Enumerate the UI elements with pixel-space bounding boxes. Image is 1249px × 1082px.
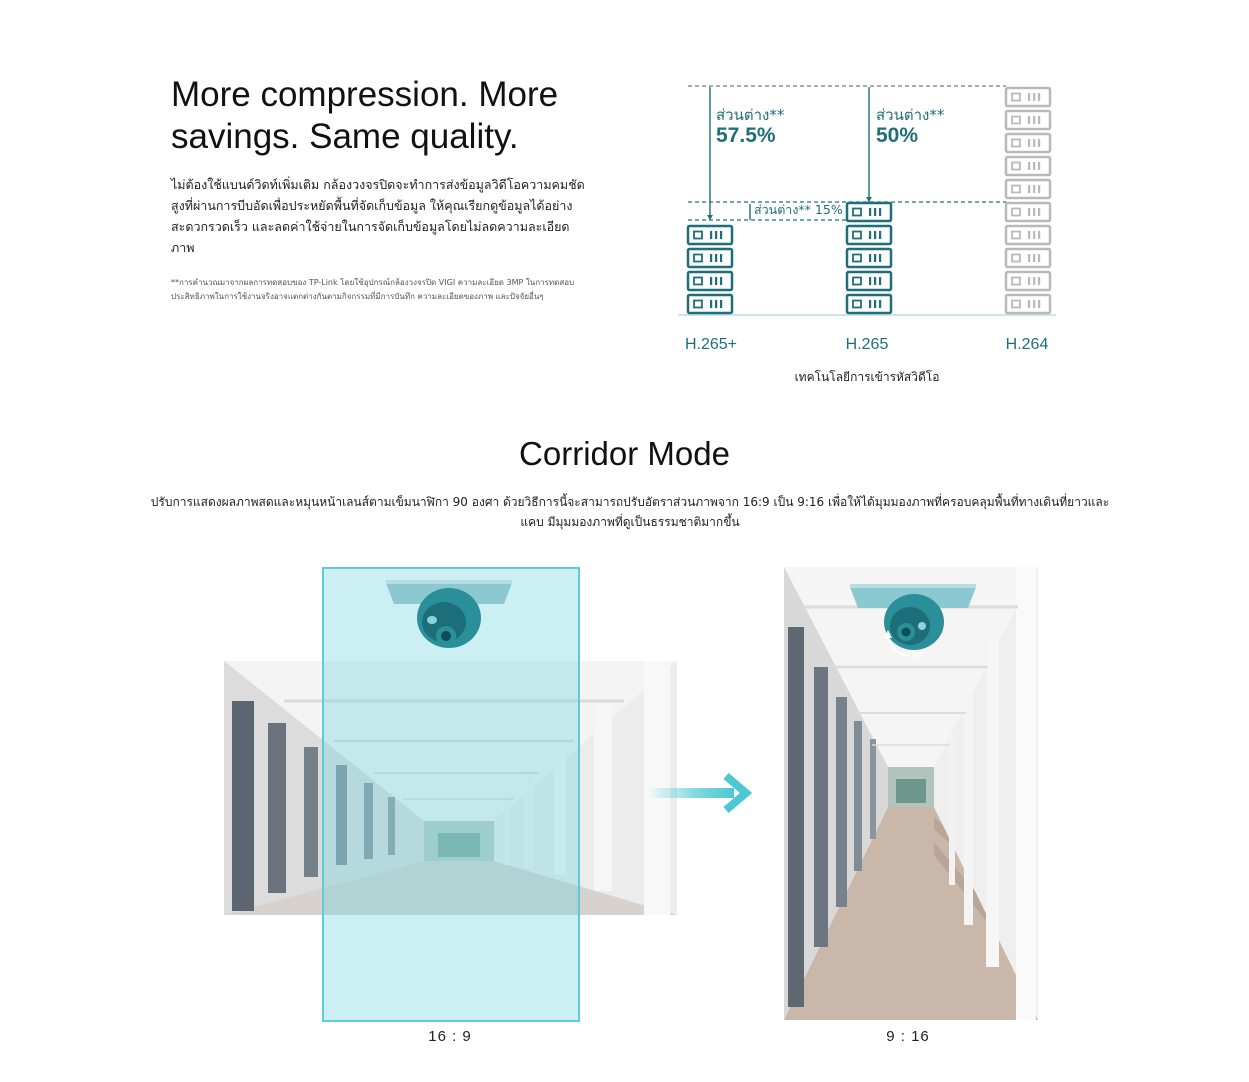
- aspect-ratio-16-9-label: 16 : 9: [428, 1028, 472, 1045]
- server-unit-h264-4: [1006, 226, 1050, 244]
- aspect-ratio-9-16-label: 9 : 16: [886, 1028, 930, 1045]
- server-unit-h264-1: [1006, 295, 1050, 313]
- server-unit-h264-6: [1006, 180, 1050, 198]
- compression-chart: [660, 70, 1080, 390]
- dome-camera-rotated-icon: [848, 582, 978, 672]
- corridor-mode-description: ปรับการแสดงผลภาพสดและหมุนหน้าเลนส์ตามเข็มนาฬิกา 90 องศา ด้วยวิธีการนี้จะสามารถปรับอัตราส่วนภาพจาก 16:9 เป็น 9:16 เพื่อให้ได้มุมมองภาพที่ครอบคลุมพื้นที่ทางเดินที่ยาวและแคบ มีมุมมองภาพที่ดูเป็นธรรมชาติมากขึ้น: [150, 495, 1110, 529]
- compression-description: ไม่ต้องใช้แบนด์วิดท์เพิ่มเติม กล้องวงจรปิดจะทำการส่งข้อมูลวิดีโอความคมชัดสูงที่ผ่านการบีบอัดเพื่อประหยัดพื้นที่จัดเก็บข้อมูล ให้คุณเรียกดูข้อมูลได้อย่างสะดวกรวดเร็ว และลดค่าใช้จ่ายในการจัดเก็บข้อมูลโดยไม่ลดความละเอียดภาพ: [171, 177, 585, 255]
- server-unit-h265-1: [847, 295, 891, 313]
- server-unit-h264-9: [1006, 111, 1050, 129]
- category-label-h265plus: H.265+: [684, 336, 738, 353]
- server-unit-h265-2: [688, 272, 732, 290]
- diff-arrow-h265-head: [866, 197, 872, 202]
- diff-label-h265: ส่วนต่าง**: [876, 106, 945, 124]
- server-unit-h264-2: [1006, 272, 1050, 290]
- server-unit-h265-3: [688, 249, 732, 267]
- server-unit-h264-10: [1006, 88, 1050, 106]
- diff-arrow-h265plus-head: [707, 215, 713, 220]
- server-unit-h264-3: [1006, 249, 1050, 267]
- compression-headline: More compression. More savings. Same quality.: [171, 75, 559, 156]
- diff-label-h265plus: ส่วนต่าง**: [716, 106, 785, 124]
- server-unit-h265-5: [847, 203, 891, 221]
- category-label-h264: H.264: [1005, 336, 1049, 353]
- chart-x-axis-title: เทคโนโลยีการเข้ารหัสวิดีโอ: [794, 370, 940, 384]
- server-unit-h265-4: [847, 226, 891, 244]
- server-unit-h265-2: [847, 272, 891, 290]
- server-unit-h265-1: [688, 295, 732, 313]
- diff-value-h265plus: 57.5%: [716, 124, 776, 147]
- compression-footnote: **การคำนวณมาจากผลการทดสอบของ TP-Link โดยใช้อุปกรณ์กล้องวงจรปิด VIGI ความละเอียด 3MP ในการทดสอบ ประสิทธิภาพในการใช้งานจริงอาจแตกต่างกันตามกิจกรรมที่มีการบันทึก ความละเอียดของภาพ และปัจจัยอื่นๆ: [171, 278, 575, 301]
- corridor-mode-title: Corridor Mode: [519, 435, 730, 472]
- diff-label-small: ส่วนต่าง** 15%: [754, 202, 843, 217]
- diff-value-h265: 50%: [876, 124, 919, 147]
- server-unit-h265-4: [688, 226, 732, 244]
- server-unit-h264-7: [1006, 157, 1050, 175]
- arrow-right-icon: [648, 770, 754, 816]
- category-label-h265: H.265: [845, 336, 889, 353]
- server-unit-h265-3: [847, 249, 891, 267]
- rotation-label: 90°: [912, 650, 926, 660]
- dome-camera-icon: [384, 578, 514, 658]
- server-unit-h264-8: [1006, 134, 1050, 152]
- server-unit-h264-5: [1006, 203, 1050, 221]
